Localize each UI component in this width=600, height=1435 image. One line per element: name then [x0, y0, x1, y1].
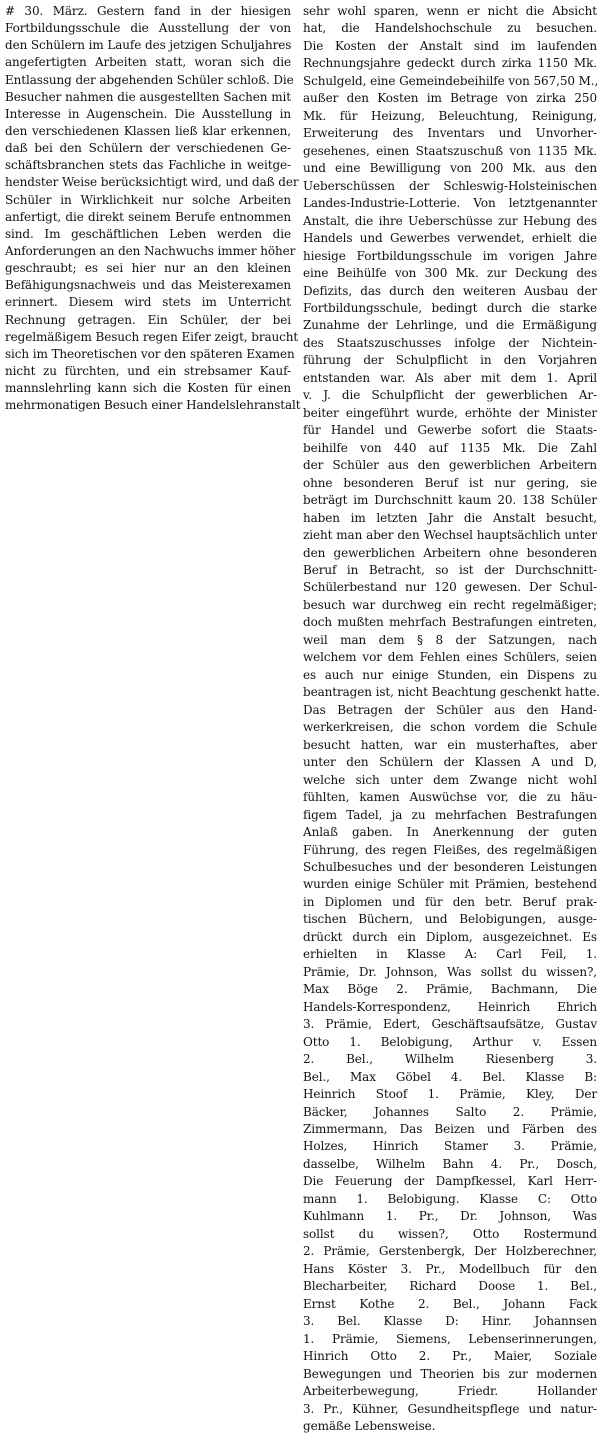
text-line: Entlassung der abgehenden Schüler schloß. Die: [5, 72, 294, 87]
text-line: Rechnungsjahre gedeckt durch zirka 1150 Mk.: [303, 56, 597, 71]
text-line: Kuhlmann 1. Pr., Dr. Johnson, Was: [303, 1209, 597, 1224]
text-line: haben im letzten Jahr die Anstalt besucht,: [303, 510, 597, 525]
text-line: Handels und Gewerbes verwendet, erhielt die: [303, 231, 597, 246]
text-line: weil man dem § 8 der Satzungen, nach: [303, 632, 597, 647]
text-line: Arbeiterbewegung, Friedr. Hollander: [303, 1384, 597, 1399]
text-line: Zunahme der Lehrlinge, und die Ermäßigung: [303, 318, 597, 333]
text-line: unter den Schülern der Klassen A und D,: [303, 755, 597, 770]
text-line: daß bei den Schülern der verschiedenen Ge-: [5, 141, 291, 156]
text-line: Beruf in Betracht, so ist der Durchschnitt-: [303, 563, 597, 577]
text-line: hat, die Handelshochschule zu besuchen.: [303, 21, 597, 36]
text-line: geschraubt; es sei hier nur an den kleinen: [5, 261, 291, 276]
text-line: drückt durch ein Diplom, ausgezeichnet. Es: [303, 929, 597, 944]
text-line: Max Böge 2. Prämie, Bachmann, Die: [303, 982, 597, 997]
text-line: besucht hatten, war ein musterhaftes, aber: [303, 737, 597, 752]
text-line: Fortbildungsschule, bedingt durch die starke: [303, 300, 597, 315]
text-line: Bel., Max Göbel 4. Bel. Klasse B:: [303, 1069, 597, 1084]
text-line: es auch nur einige Stunden, ein Dispens zu: [303, 667, 597, 682]
text-line: Blecharbeiter, Richard Doose 1. Bel.,: [303, 1279, 597, 1294]
text-line: Besucher nahmen die ausgestellten Sachen mit: [5, 89, 291, 104]
text-line: doch mußten mehrfach Bestrafungen eintreten,: [303, 615, 597, 630]
text-line: sollst du wissen?, Otto Rostermund: [303, 1226, 597, 1241]
text-line: fühlten, kamen Auswüchse vor, die zu häu-: [303, 790, 597, 805]
text-line: 3. Prämie, Edert, Geschäftsaufsätze, Gustav: [303, 1017, 597, 1032]
text-line: regelmäßigem Besuch regen Eifer zeigt, braucht: [5, 329, 299, 344]
text-line: hiesige Fortbildungsschule im vorigen Jahre: [303, 248, 597, 263]
text-line: des Staatszuschusses infolge der Nichtein-: [303, 335, 597, 350]
text-line: tischen Büchern, und Belobigungen, ausge-: [303, 912, 597, 927]
text-line: 2. Bel., Wilhelm Riesenberg 3.: [303, 1052, 597, 1067]
text-line: Otto 1. Belobigung, Arthur v. Essen: [303, 1034, 597, 1049]
text-line: Holzes, Hinrich Stamer 3. Prämie,: [303, 1139, 597, 1154]
text-line: erhielten in Klasse A: Carl Feil, 1.: [303, 947, 597, 962]
text-line: Anlaß gaben. In Anerkennung der guten: [303, 825, 597, 840]
text-line: mehrmonatigen Besuch einer Handelslehranstalt: [5, 398, 301, 413]
text-line: sich im Theoretischen vor den späteren Examen: [5, 346, 295, 361]
text-line: beträgt im Durchschnitt kaum 20. 138 Schüler: [303, 493, 597, 508]
text-line: gemäße Lebensweise.: [303, 1418, 436, 1433]
text-line: beiter eingeführt wurde, erhöhte der Minister: [303, 405, 597, 420]
text-line: erinnert. Diesem wird stets im Unterricht: [5, 295, 291, 310]
text-line: angefertigten Arbeiten statt, woran sich die: [5, 55, 291, 70]
text-line: sind. Im geschäftlichen Leben werden die: [5, 226, 291, 241]
text-line: mannslehrling kann sich die Kosten für einen: [5, 381, 291, 396]
text-line: Bewegungen und Theorien bis zur modernen: [303, 1366, 597, 1381]
text-line: Prämie, Dr. Johnson, Was sollst du wissen?,: [303, 964, 597, 979]
text-line: Schülerbestand nur 120 gewesen. Der Schul-: [303, 580, 597, 595]
text-line: Zimmermann, Das Beizen und Färben des: [303, 1122, 597, 1136]
text-line: der Schüler aus den gewerblichen Arbeitern: [303, 458, 597, 473]
text-line: Schüler in Wirklichkeit nur solche Arbeiten: [5, 192, 291, 207]
text-line: Schulbesuches und der besonderen Leistungen: [303, 859, 597, 874]
text-line: Anforderungen an den Nachwuchs immer höher: [5, 243, 296, 258]
right-column: [303, 3, 600, 1433]
left-column: [5, 3, 301, 1358]
text-line: Ernst Kothe 2. Bel., Johann Fack: [303, 1296, 597, 1311]
text-line: für Handel und Gewerbe sofort die Staats-: [303, 423, 597, 438]
text-line: Handels-Korrespondenz, Heinrich Ehrich: [303, 999, 597, 1014]
text-line: Schulgeld, eine Gemeindebeihilfe von 567,50 M.,: [303, 73, 599, 88]
text-line: und eine Bewilligung von 200 Mk. aus den: [303, 161, 597, 176]
text-line: zieht man aber den Wechsel hauptsächlich unter: [303, 528, 597, 543]
text-line: Hinrich Otto 2. Pr., Maier, Soziale: [303, 1349, 597, 1364]
text-line: Interesse in Augenschein. Die Ausstellung in: [5, 106, 291, 121]
text-line: den Schülern im Laufe des jetzigen Schuljahres: [5, 38, 292, 53]
text-line: mann 1. Belobigung. Klasse C: Otto: [303, 1191, 597, 1206]
text-line: dasselbe, Wilhelm Bahn 4. Pr., Dosch,: [303, 1156, 597, 1171]
text-line: 2. Prämie, Gerstenbergk, Der Holzberechner,: [303, 1244, 597, 1259]
text-line: wurden einige Schüler mit Prämien, bestehend: [303, 877, 597, 892]
text-line: werkerkreisen, die schon vordem die Schule: [303, 720, 597, 735]
text-line: Fortbildungsschule die Ausstellung der von: [5, 21, 291, 36]
text-line: Die Feuerung der Dampfkessel, Karl Herr-: [303, 1174, 597, 1189]
text-line: in Diplomen und für den betr. Beruf prak-: [303, 894, 597, 909]
text-line: # 30. März. Gestern fand in der hiesigen: [5, 4, 291, 18]
text-line: den gewerblichen Arbeitern ohne besonderen: [303, 545, 597, 560]
text-line: 3. Bel. Klasse D: Hinr. Johannsen: [303, 1314, 597, 1329]
text-line: sehr wohl sparen, wenn er nicht die Absicht: [303, 4, 597, 18]
text-line: beantragen ist, nicht Beachtung geschenkt hatte.: [303, 685, 600, 700]
text-line: Heinrich Stoof 1. Prämie, Kley, Der: [303, 1087, 597, 1102]
text-line: entstanden war. Als aber mit dem 1. April: [303, 370, 597, 385]
text-line: Rechnung getragen. Ein Schüler, der bei: [5, 312, 291, 327]
text-line: besuch war durchweg ein recht regelmäßiger;: [303, 597, 597, 612]
text-line: Befähigungsnachweis und das Meisterexamen: [5, 278, 291, 293]
text-line: Ueberschüssen der Schleswig-Holsteinischen: [303, 178, 597, 193]
text-line: Hans Köster 3. Pr., Modellbuch für den: [303, 1261, 597, 1276]
text-line: anfertigt, die direkt seinem Berufe entnommen: [5, 209, 291, 224]
text-line: Landes-Industrie-Lotterie. Von letztgenannter: [303, 196, 597, 211]
text-line: Die Kosten der Anstalt sind im laufenden: [303, 38, 597, 53]
text-line: welchem vor dem Fehlen eines Schülers, seien: [303, 650, 597, 665]
text-line: Erweiterung des Inventars und Unvorher-: [303, 126, 597, 141]
text-line: eine Beihülfe von 300 Mk. zur Deckung des: [303, 266, 597, 281]
text-line: Defizits, das durch den weiteren Ausbau der: [303, 283, 597, 298]
text-line: Führung, des regen Fleißes, des regelmäßigen: [303, 842, 597, 857]
text-line: Bäcker, Johannes Salto 2. Prämie,: [303, 1104, 597, 1119]
text-line: 3. Pr., Kühner, Gesundheitspflege und natur-: [303, 1401, 597, 1416]
text-line: außer den Kosten im Betrage von zirka 250: [303, 91, 597, 106]
text-line: den verschiedenen Klassen ließ klar erkennen,: [5, 123, 291, 138]
text-line: ohne besonderen Beruf ist nur gering, sie: [303, 475, 597, 490]
text-line: Das Betragen der Schüler aus den Hand-: [303, 702, 597, 717]
text-line: v. J. die Schulpflicht der gewerblichen Ar-: [303, 388, 597, 403]
text-line: hendster Weise berücksichtigt wird, und daß der: [5, 175, 299, 190]
text-line: beihilfe von 440 auf 1135 Mk. Die Zahl: [303, 440, 597, 455]
text-line: gesehenes, einen Staatszuschuß von 1135 Mk.: [303, 143, 597, 158]
text-line: welche sich unter dem Zwange nicht wohl: [303, 772, 597, 787]
text-line: 1. Prämie, Siemens, Lebenserinnerungen,: [303, 1331, 597, 1346]
text-line: nicht zu fürchten, und ein strebsamer Kauf-: [5, 363, 291, 378]
text-line: Anstalt, die ihre Ueberschüsse zur Hebung des: [303, 213, 597, 228]
text-line: führung der Schulpflicht in den Vorjahren: [303, 353, 597, 368]
text-line: figem Tadel, ja zu mehrfachen Bestrafungen: [303, 807, 597, 822]
text-line: schäftsbranchen stets das Fachliche in weitge-: [5, 158, 291, 173]
text-line: Mk. für Heizung, Beleuchtung, Reinigung,: [303, 108, 597, 123]
